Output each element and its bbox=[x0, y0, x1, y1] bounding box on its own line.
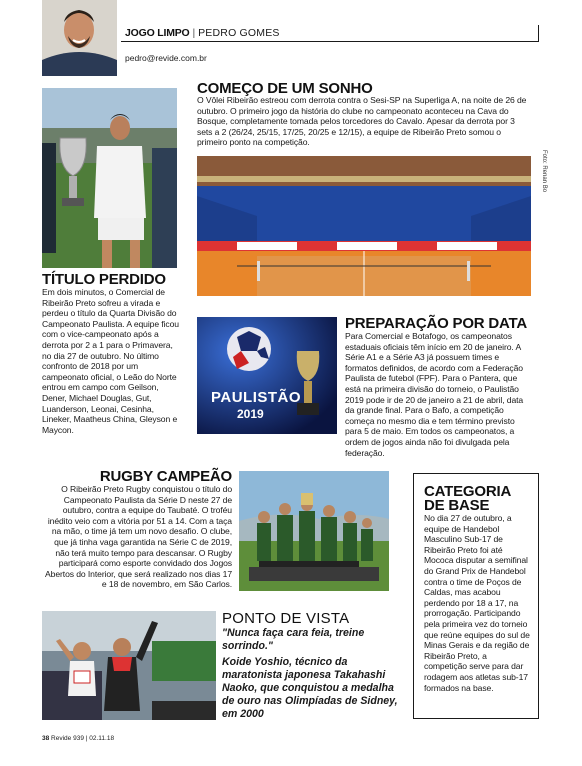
comeco-title: COMEÇO DE UM SONHO bbox=[197, 80, 373, 97]
column-separator: | bbox=[192, 27, 196, 39]
preparacao-title: PREPARAÇÃO POR DATA bbox=[345, 315, 528, 332]
preparacao-body: Para Comercial e Botafogo, os campeonatos estaduais oficiais têm início em 20 de janeiro. A Série A1 e a Série A3 já possuem times e formatos definidos, de acordo com a Federação Paulista de futebol (FPF). Para o Pantera, que está na primeira divisão do torneio, o Paulistão 2019 pode ir de 20 de janeiro a 21 de abril, data da grande final. Para o Bafo, a competição começa no mesmo dia e tem término previsto para 5 de maio. Em todos os campeonatos, a ordem de jogos ainda não foi divulgada pela federação. bbox=[345, 331, 524, 458]
categoria-body: No dia 27 de outubro, a equipe de Handebol Masculino Sub-17 de Ribeirão Preto foi até Mococa disputar a semifinal do Grand Prix de Handebol contra o time de Poços de Caldas, mas acabou perdendo por 18 a 17, na prorrogação. Participando pela primeira vez do torneio que reúne equipes do sul de Minas Gerais e da região de Ribeirão Preto, a competição serve para dar rodagem aos atletas sub-17 formados na base. bbox=[424, 513, 530, 693]
column-name-row bbox=[125, 27, 280, 39]
comeco-photo-credit: Foto: Renan Bo bbox=[541, 150, 547, 193]
footer bbox=[42, 735, 114, 742]
issue-date: 02.11.18 bbox=[89, 735, 115, 742]
rugby-body: O Ribeirão Preto Rugby conquistou o título do Campeonato Paulista da Série D neste 27 de outubro, contra a equipe do Taubaté. O troféu inédito veio com a vitória por 51 a 14. Com a taça na mão, o time já tem um novo desafio. O clube, que já tinha vaga garantida na Série C de 2019, não terá muito tempo para descansar. O Rugby participará como esporte convidado dos Jogos Abertos do Interior, que será realizado nos dias 17 e 18 de novembro, em São Carlos. bbox=[45, 484, 232, 590]
author-photo bbox=[42, 0, 117, 76]
ponto-title: PONTO DE VISTA bbox=[222, 610, 350, 627]
ponto-attribution: Koide Yoshio, técnico da maratonista japonesa Takahashi Naoko, que conquistou a medalha de ouro nas Olimpíadas de Sidney, em 2000 bbox=[222, 656, 398, 720]
rugby-photo bbox=[239, 471, 389, 591]
comeco-body: O Vôlei Ribeirão estreou com derrota contra o Sesi-SP na Superliga A, na noite de 26 de outubro. O primeiro jogo da história do clube no campeonato aconteceu na Cava do Bosque, completamente tomada pelos torcedores do Cavalo. Apesar da derrota por 3 sets a 2 (26/24, 25/15, 17/25, 20/25 e 12/15), a equipe de Ribeirão Preto somou o primeiro ponto na competição. bbox=[197, 95, 527, 148]
footer-separator: | bbox=[85, 735, 88, 742]
ponto-quote: "Nunca faça cara feia, treine sorrindo." bbox=[222, 627, 365, 652]
page-number: 38 bbox=[42, 735, 50, 742]
ponto-photo bbox=[42, 611, 216, 720]
paulistao-photo bbox=[197, 317, 337, 434]
author-email[interactable]: pedro@revide.com.br bbox=[125, 53, 207, 63]
titulo-body: Em dois minutos, o Comercial de Ribeirão Preto sofreu a virada e perdeu o título da Quarta Divisão do Campeonato Paulista. A equipe ficou com o vice-campeonato após a derrota por 2 a 1 para o Primavera, no dia 27 de outubro. No último confronto de 2018 por um campeonato oficial, o Leão do Norte entrou em campo com Geilson, Dener, Michael Douglas, Gut, Luanderson, Leonai, Cesinha, Lineker, Maatheus China, Gleyson e Maycon. bbox=[42, 287, 179, 435]
categoria-title: CATEGORIA DE BASE bbox=[424, 483, 511, 514]
comeco-photo bbox=[197, 156, 531, 296]
titulo-title: TÍTULO PERDIDO bbox=[42, 271, 166, 288]
paulistao-logo-year: 2019 bbox=[237, 407, 264, 421]
header-rule bbox=[121, 41, 539, 42]
column-author: PEDRO GOMES bbox=[198, 27, 280, 39]
paulistao-logo-text: PAULISTÃO bbox=[211, 389, 302, 406]
column-name: JOGO LIMPO bbox=[125, 27, 190, 39]
magazine-name: Revide 939 bbox=[51, 735, 84, 742]
rugby-title: RUGBY CAMPEÃO bbox=[99, 468, 232, 485]
header-rule-end bbox=[538, 25, 539, 42]
titulo-photo bbox=[42, 88, 177, 268]
